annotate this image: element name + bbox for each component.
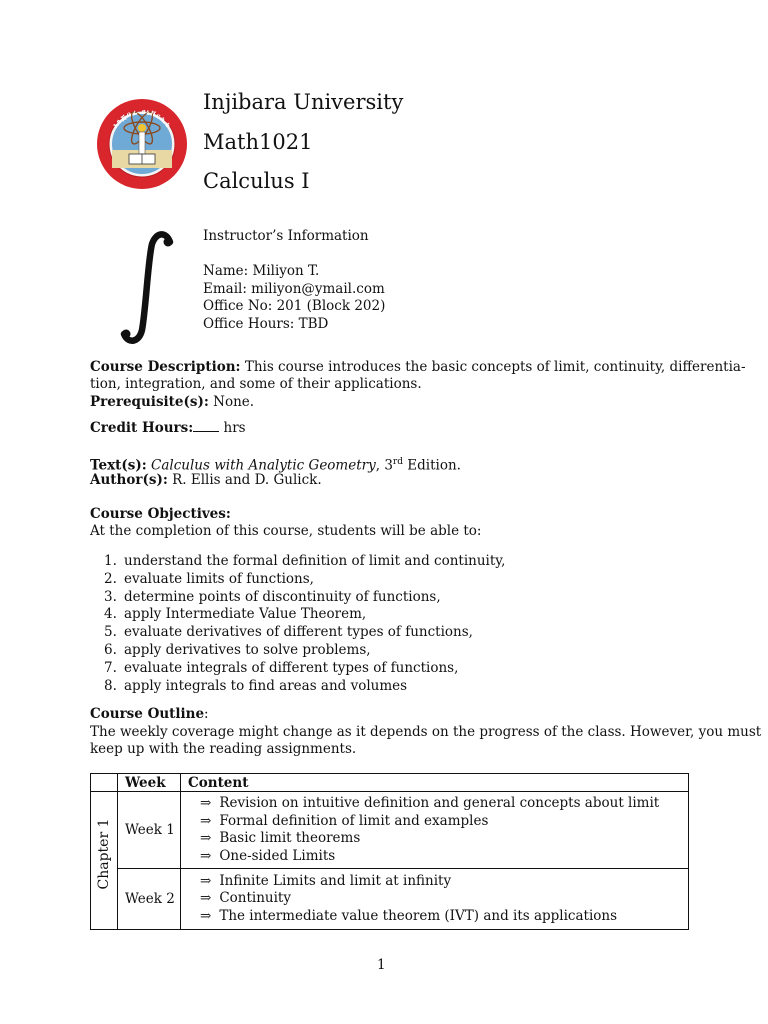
university-name: Injibara University [203,90,404,114]
topic-item: ⇒ Revision on intuitive definition and general concepts about limit [200,795,660,811]
outline-text-line2: keep up with the reading assignments. [90,741,357,757]
textbook-edition-sup: rd [392,457,403,467]
objective-item: 3. determine points of discontinuity of functions, [104,588,441,605]
outline-text-line1: The weekly coverage might change as it depends on the progress of the class. However, you must [90,724,762,740]
chapter-cell [91,792,118,930]
objectives-intro: At the completion of this course, students will be able to: [90,523,482,539]
objectives-heading: Course Objectives: [90,506,231,522]
logo-seal-icon [96,98,188,190]
course-description-line1 [90,359,746,377]
table-header-week: Week [118,774,181,792]
page-number: 1 [377,957,386,973]
svg-text:እንጅባራ ዩኒቨርሲቲ: እንጅባራ ዩኒቨርሲቲ [111,107,173,130]
textbook-label: Text(s): [90,457,147,474]
integral-icon [116,228,178,348]
university-logo [96,98,188,190]
course-code: Math1021 [203,130,313,154]
content-cell [181,792,689,869]
arrow-icon: ⇒ [200,890,212,907]
table-row [91,792,689,869]
objective-item: 4. apply Intermediate Value Theorem, [104,606,367,623]
table-header-row [91,774,689,792]
prerequisites-label: Prerequisite(s): [90,394,209,410]
objective-item: 5. evaluate derivatives of different types of functions, [104,624,473,641]
objectives-list [90,553,505,695]
course-description-label: Course Description: [90,359,241,375]
authors-value: R. Ellis and D. Gulick. [167,472,322,488]
content-cell [181,869,689,930]
topic-item: ⇒ Basic limit theorems [200,830,361,846]
instructor-name: Name: Miliyon T. [203,263,320,279]
textbook-edition-pre: , 3 [375,457,393,474]
objective-item: 6. apply derivatives to solve problems, [104,641,371,658]
credit-hours-blank [193,419,219,432]
table-row [91,869,689,930]
authors [90,472,322,490]
instructor-email: Email: miliyon@ymail.com [203,281,385,297]
topic-item: ⇒ Formal definition of limit and examples [200,812,489,829]
instructor-info-heading: Instructor’s Information [203,228,369,244]
topic-item: ⇒ Continuity [200,890,291,907]
arrow-icon: ⇒ [200,812,212,829]
objective-item: 7. evaluate integrals of different types of functions, [104,659,459,676]
arrow-icon: ⇒ [200,830,212,846]
prerequisites [90,394,254,412]
topic-item: ⇒ One-sided Limits [200,847,336,864]
arrow-icon: ⇒ [200,872,212,889]
prerequisites-value: None. [208,394,255,410]
textbook-title: Calculus with Analytic Geometry [151,457,376,474]
topic-item: ⇒ Infinite Limits and limit at infinity [200,872,452,889]
week-cell: Week 1 [118,792,181,869]
credit-hours [90,419,246,438]
course-title: Calculus I [203,169,310,193]
arrow-icon: ⇒ [200,847,212,864]
objective-item: 8. apply integrals to find areas and volumes [104,677,408,694]
table-header-empty [91,774,118,792]
table-header-content: Content [181,774,689,792]
credit-hours-unit: hrs [219,420,246,436]
authors-label: Author(s): [90,472,168,488]
textbook-edition-post: Edition. [402,457,461,474]
objective-item: 2. evaluate limits of functions, [104,570,314,587]
topic-item: ⇒ The intermediate value theorem (IVT) and its applications [200,907,618,924]
arrow-icon: ⇒ [200,795,212,811]
credit-hours-label: Credit Hours: [90,420,194,436]
instructor-office-hours: Office Hours: TBD [203,316,329,332]
chapter-label: Chapter 1 [96,818,112,890]
arrow-icon: ⇒ [200,907,212,924]
course-description-text: This course introduces the basic concepts of limit, continuity, differentia- [240,359,746,375]
course-outline-table [90,773,689,930]
week-cell: Week 2 [118,869,181,930]
outline-heading: Course Outline: [90,706,209,722]
instructor-office: Office No: 201 (Block 202) [203,298,386,314]
course-description-line2: tion, integration, and some of their applications. [90,376,422,392]
objective-item: 1. understand the formal definition of limit and continuity, [104,553,506,569]
